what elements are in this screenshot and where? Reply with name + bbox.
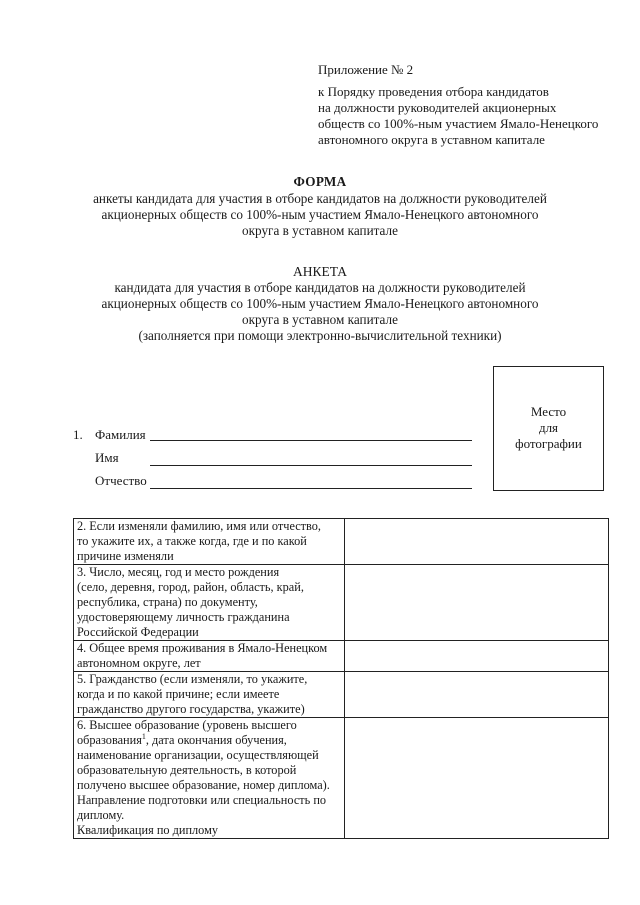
answer-cell[interactable] — [345, 565, 609, 641]
question-line: Российской Федерации — [77, 625, 199, 639]
question-line: Направление подготовки или специальность по — [77, 793, 327, 807]
form-heading: ФОРМА — [293, 174, 347, 189]
form-line: округа в уставном капитале — [242, 223, 398, 238]
first-name-field[interactable] — [150, 465, 472, 466]
surname-field[interactable] — [150, 440, 472, 441]
questionnaire-line: кандидата для участия в отборе кандидатов на должности руководителей — [114, 280, 526, 295]
appendix-title: Приложение № 2 — [318, 62, 414, 77]
table-row — [74, 672, 609, 718]
question-cell — [74, 565, 345, 641]
questionnaire-line: округа в уставном капитале — [242, 312, 398, 327]
answer-cell[interactable] — [345, 641, 609, 672]
table-row — [74, 519, 609, 565]
photo-label: Место — [530, 404, 567, 419]
questionnaire-note: (заполняется при помощи электронно-вычислительной техники) — [138, 328, 502, 343]
question-line: диплому. — [77, 808, 125, 822]
appendix-line: автономного округа в уставном капитале — [318, 132, 545, 147]
question-line — [77, 733, 341, 748]
table-row — [74, 718, 609, 839]
footnote-marker: 1 — [141, 731, 146, 741]
surname-label: Фамилия — [95, 427, 146, 442]
question-line: гражданство другого государства, укажите) — [77, 702, 305, 716]
appendix-line: на должности руководителей акционерных — [318, 100, 557, 115]
answer-cell[interactable] — [345, 718, 609, 839]
question-line: (село, деревня, город, район, область, край, — [77, 580, 304, 594]
questionnaire-heading: АНКЕТА — [292, 264, 348, 279]
table-row — [74, 565, 609, 641]
answer-cell[interactable] — [345, 519, 609, 565]
question-line: 4. Общее время проживания в Ямало-Ненецком — [77, 641, 328, 655]
question-text: образования — [77, 733, 142, 747]
answer-cell[interactable] — [345, 672, 609, 718]
first-name-label: Имя — [95, 450, 119, 465]
question-line: 2. Если изменяли фамилию, имя или отчество, — [77, 519, 321, 533]
question-line: республика, страна) по документу, — [77, 595, 258, 609]
item-number: 1. — [73, 427, 83, 442]
photo-placeholder — [493, 366, 604, 491]
form-title-block — [0, 174, 640, 239]
question-cell — [74, 718, 345, 839]
photo-label: фотографии — [515, 436, 582, 451]
question-line: то укажите их, а также когда, где и по какой — [77, 534, 307, 548]
question-line: 6. Высшее образование (уровень высшего — [77, 718, 297, 732]
questionnaire-title-block — [0, 264, 640, 344]
appendix-line: к Порядку проведения отбора кандидатов — [318, 84, 549, 99]
appendix-header — [318, 62, 598, 148]
patronymic-field[interactable] — [150, 488, 472, 489]
questionnaire-line: акционерных обществ со 100%-ным участием Ямало-Ненецкого автономного — [101, 296, 539, 311]
form-line: анкеты кандидата для участия в отборе кандидатов на должности руководителей — [93, 191, 547, 206]
question-line: 5. Гражданство (если изменяли, то укажите, — [77, 672, 308, 686]
question-line: удостоверяющему личность гражданина — [77, 610, 290, 624]
appendix-line: обществ со 100%-ным участием Ямало-Ненецкого — [318, 116, 599, 131]
question-line: Квалификация по диплому — [77, 823, 219, 837]
form-line: акционерных обществ со 100%-ным участием Ямало-Ненецкого автономного — [101, 207, 539, 222]
question-line: получено высшее образование, номер диплома). — [77, 778, 330, 792]
photo-label: для — [538, 420, 559, 435]
questionnaire-table — [73, 518, 609, 839]
question-cell — [74, 641, 345, 672]
question-cell — [74, 519, 345, 565]
question-line: автономном округе, лет — [77, 656, 201, 670]
question-line: причине изменяли — [77, 549, 174, 563]
patronymic-label: Отчество — [95, 473, 147, 488]
question-text: , дата окончания обучения, — [145, 733, 287, 747]
question-line: наименование организации, осуществляющей — [77, 748, 319, 762]
question-cell — [74, 672, 345, 718]
question-line: 3. Число, месяц, год и место рождения — [77, 565, 280, 579]
question-line: когда и по какой причине; если имеете — [77, 687, 280, 701]
table-row — [74, 641, 609, 672]
question-line: образовательную деятельность, в которой — [77, 763, 297, 777]
